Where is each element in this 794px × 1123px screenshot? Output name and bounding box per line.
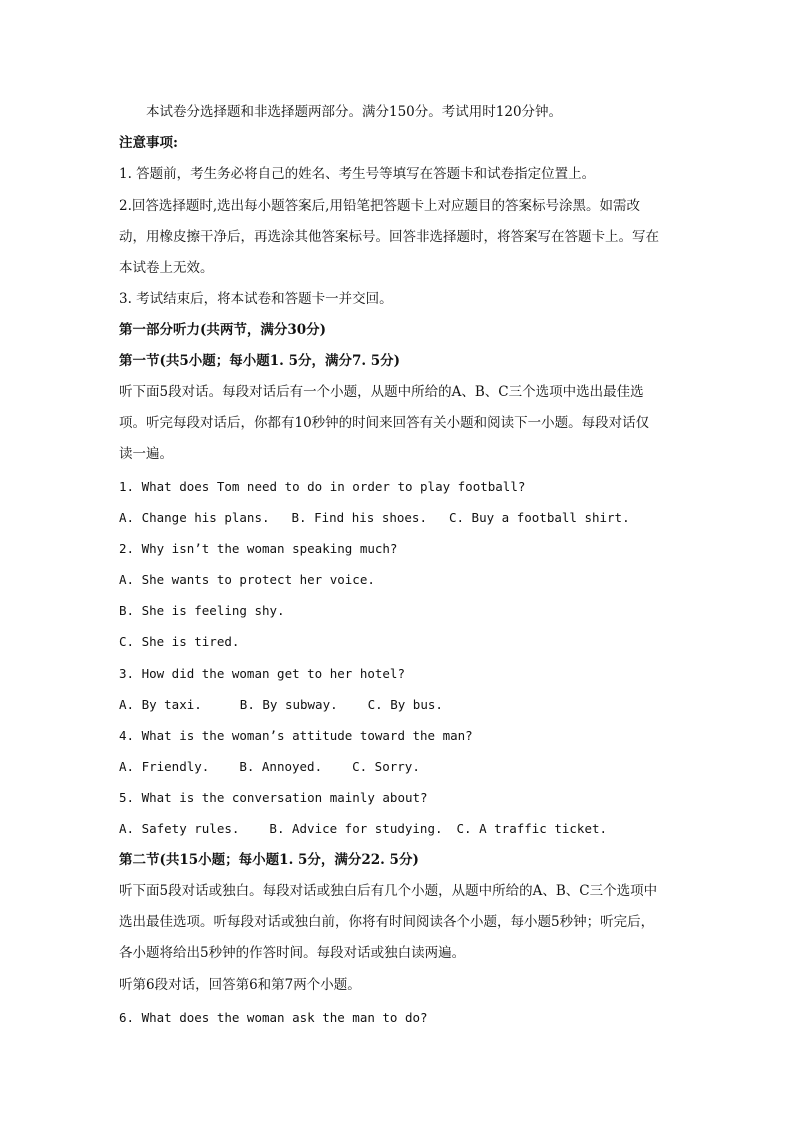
q4-option-a: A. Friendly.	[119, 759, 210, 774]
notice-3: 3. 考试结束后，将本试卷和答题卡一并交回。	[119, 291, 393, 307]
q5-option-a: A. Safety rules.	[119, 821, 240, 836]
q2-option-b: B. She is feeling shy.	[119, 603, 285, 618]
q1-option-c: C. Buy a football shirt.	[448, 510, 630, 525]
q3-option-c: C. By bus.	[367, 697, 443, 712]
q5-option-c: C. A traffic ticket.	[456, 821, 608, 836]
question-1-options	[119, 508, 630, 528]
question-4: 4. What is the woman’s attitude toward the man?	[119, 728, 473, 743]
question-3: 3. How did the woman get to her hotel?	[119, 666, 405, 681]
q2-option-c: C. She is tired.	[119, 634, 240, 649]
q5-option-b: B. Advice for studying.	[269, 821, 443, 836]
q3-option-b: B. By subway.	[239, 697, 338, 712]
section2-instructions-2: 选出最佳选项。听每段对话或独白前，你将有时间阅读各个小题，每小题5秒钟；听完后，	[119, 914, 655, 930]
question-5-options	[119, 819, 607, 839]
q4-option-b: B. Annoyed.	[239, 759, 323, 774]
q1-option-a: A. Change his plans.	[119, 510, 270, 525]
q4-option-c: C. Sorry.	[352, 759, 420, 774]
q3-option-a: A. By taxi.	[119, 697, 202, 712]
listen-6-instruction: 听第6段对话，回答第6和第7两个小题。	[119, 977, 361, 993]
question-2: 2. Why isn’t the woman speaking much?	[119, 541, 398, 556]
notice-2-end: 本试卷上无效。	[119, 260, 214, 276]
notice-2-cont: 动，用橡皮擦干净后，再选涂其他答案标号。回答非选择题时，将答案写在答题卡上。写在	[119, 229, 659, 245]
question-5: 5. What is the conversation mainly about?	[119, 790, 428, 805]
section1-title: 第一节(共5小题；每小题1. 5分，满分7. 5分)	[119, 353, 401, 369]
section2-title: 第二节(共15小题；每小题1. 5分，满分22. 5分)	[119, 852, 419, 868]
section1-instructions-1: 听下面5段对话。每段对话后有一个小题，从题中所给的A、B、C三个选项中选出最佳选	[119, 384, 644, 400]
notice-2: 2.回答选择题时,选出每小题答案后,用铅笔把答题卡上对应题目的答案标号涂黑。如需改	[119, 198, 640, 214]
question-6: 6. What does the woman ask the man to do?	[119, 1010, 428, 1025]
intro-text: 本试卷分选择题和非选择题两部分。满分150分。考试用时120分钟。	[146, 104, 563, 120]
q2-option-a: A. She wants to protect her voice.	[119, 572, 375, 587]
section1-instructions-3: 读一遍。	[119, 446, 173, 462]
q1-option-b: B. Find his shoes.	[291, 510, 427, 525]
section2-instructions-1: 听下面5段对话或独白。每段对话或独白后有几个小题，从题中所给的A、B、C三个选项中	[119, 883, 658, 899]
question-3-options	[119, 695, 443, 715]
section2-instructions-3: 各小题将给出5秒钟的作答时间。每段对话或独白读两遍。	[119, 945, 466, 961]
part1-title: 第一部分听力(共两节，满分30分)	[119, 322, 327, 338]
question-1: 1. What does Tom need to do in order to play football?	[119, 479, 526, 494]
question-4-options	[119, 757, 420, 777]
notice-1: 1. 答题前，考生务必将自己的姓名、考生号等填写在答题卡和试卷指定位置上。	[119, 166, 596, 182]
section1-instructions-2: 项。听完每段对话后，你都有10秒钟的时间来回答有关小题和阅读下一小题。每段对话仅	[119, 415, 650, 431]
notice-title: 注意事项:	[119, 135, 178, 151]
